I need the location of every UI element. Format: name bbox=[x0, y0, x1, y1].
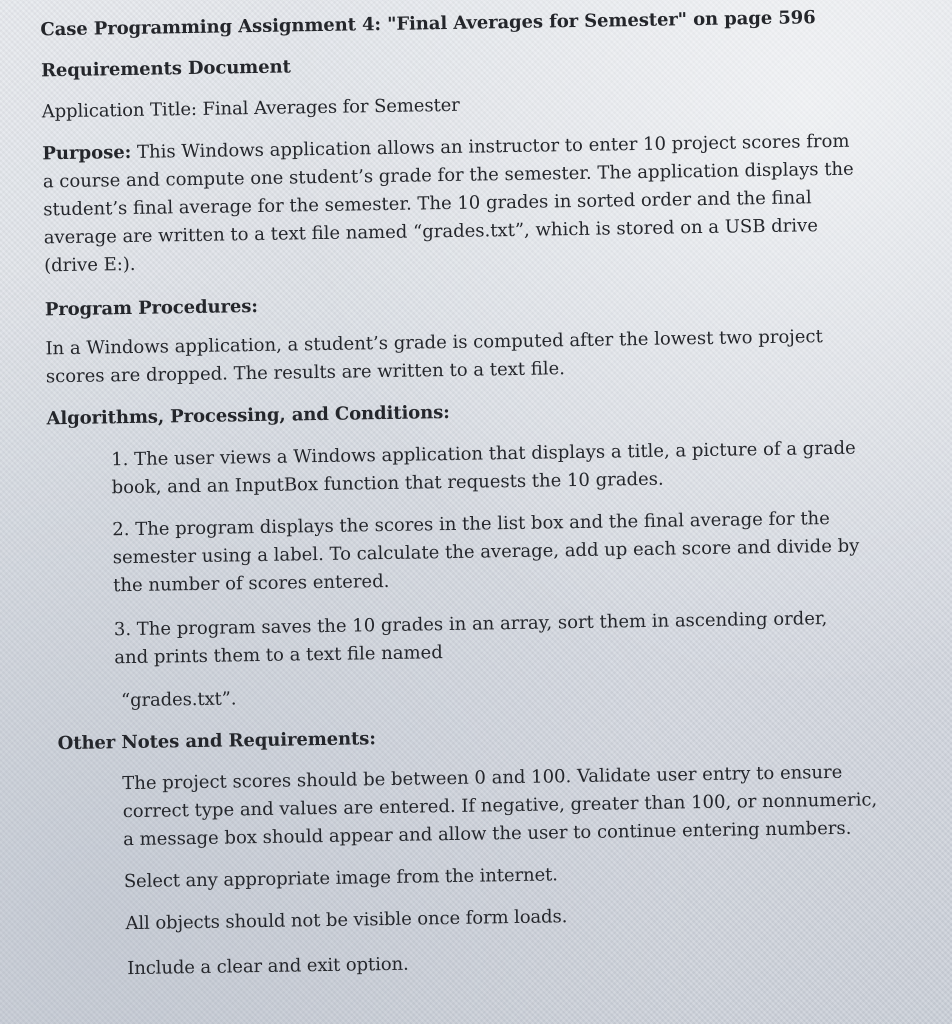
algorithm-line: 2. The program displays the scores in the list box and the final average for the bbox=[112, 508, 831, 541]
purpose-line: a course and compute one student’s grade for the semester. The application displays the bbox=[42, 158, 854, 193]
algorithm-line: the number of scores entered. bbox=[113, 570, 390, 597]
algorithm-item-2 bbox=[112, 504, 873, 600]
algorithm-item-3-filename: “grades.txt”. bbox=[120, 688, 237, 712]
purpose-line: average are written to a text file named “grades.txt”, which is stored on a USB drive bbox=[43, 215, 819, 249]
purpose-line: Purpose: This Windows application allows an instructor to enter 10 project scores from bbox=[42, 130, 850, 165]
procedures-paragraph bbox=[45, 322, 866, 391]
notes-line: The project scores should be between 0 and 100. Validate user entry to ensure bbox=[122, 761, 843, 795]
note-clear-exit: Include a clear and exit option. bbox=[127, 953, 409, 980]
algorithm-line: 3. The program saves the 10 grades in an array, sort them in ascending order, bbox=[113, 608, 828, 641]
notes-line: a message box should appear and allow the user to continue entering numbers. bbox=[123, 817, 852, 851]
purpose-line: student’s final average for the semester. The 10 grades in sorted order and the final bbox=[43, 187, 812, 221]
note-visibility: All objects should not be visible once form loads. bbox=[125, 906, 568, 935]
algorithm-line: 1. The user views a Windows application that displays a title, a picture of a grade bbox=[111, 437, 856, 471]
application-title: Application Title: Final Averages for Semester bbox=[41, 94, 460, 123]
note-image: Select any appropriate image from the internet. bbox=[123, 864, 558, 893]
notes-heading: Other Notes and Requirements: bbox=[57, 728, 376, 755]
procedures-heading: Program Procedures: bbox=[44, 295, 259, 321]
algorithm-item-3 bbox=[114, 604, 875, 672]
algorithm-line: and prints them to a text file named bbox=[114, 642, 443, 669]
document-header: Case Programming Assignment 4: "Final Averages for Semester" on page 596 bbox=[40, 7, 816, 41]
notes-paragraph bbox=[122, 758, 883, 854]
purpose-paragraph bbox=[42, 127, 864, 280]
notes-line: correct type and values are entered. If negative, greater than 100, or nonnumeric, bbox=[122, 789, 878, 823]
algorithm-item-1 bbox=[111, 434, 872, 502]
procedures-line: In a Windows application, a student’s grade is computed after the lowest two project bbox=[45, 326, 823, 360]
purpose-line: (drive E:). bbox=[44, 253, 136, 277]
algorithm-line: book, and an InputBox function that requests the 10 grades. bbox=[111, 468, 664, 499]
algorithm-line: semester using a label. To calculate the average, add up each score and divide by bbox=[112, 535, 860, 569]
document-subheader: Requirements Document bbox=[40, 56, 291, 82]
procedures-line: scores are dropped. The results are written to a text file. bbox=[45, 358, 566, 388]
purpose-label: Purpose: bbox=[42, 141, 132, 165]
algorithms-heading: Algorithms, Processing, and Conditions: bbox=[46, 401, 450, 430]
